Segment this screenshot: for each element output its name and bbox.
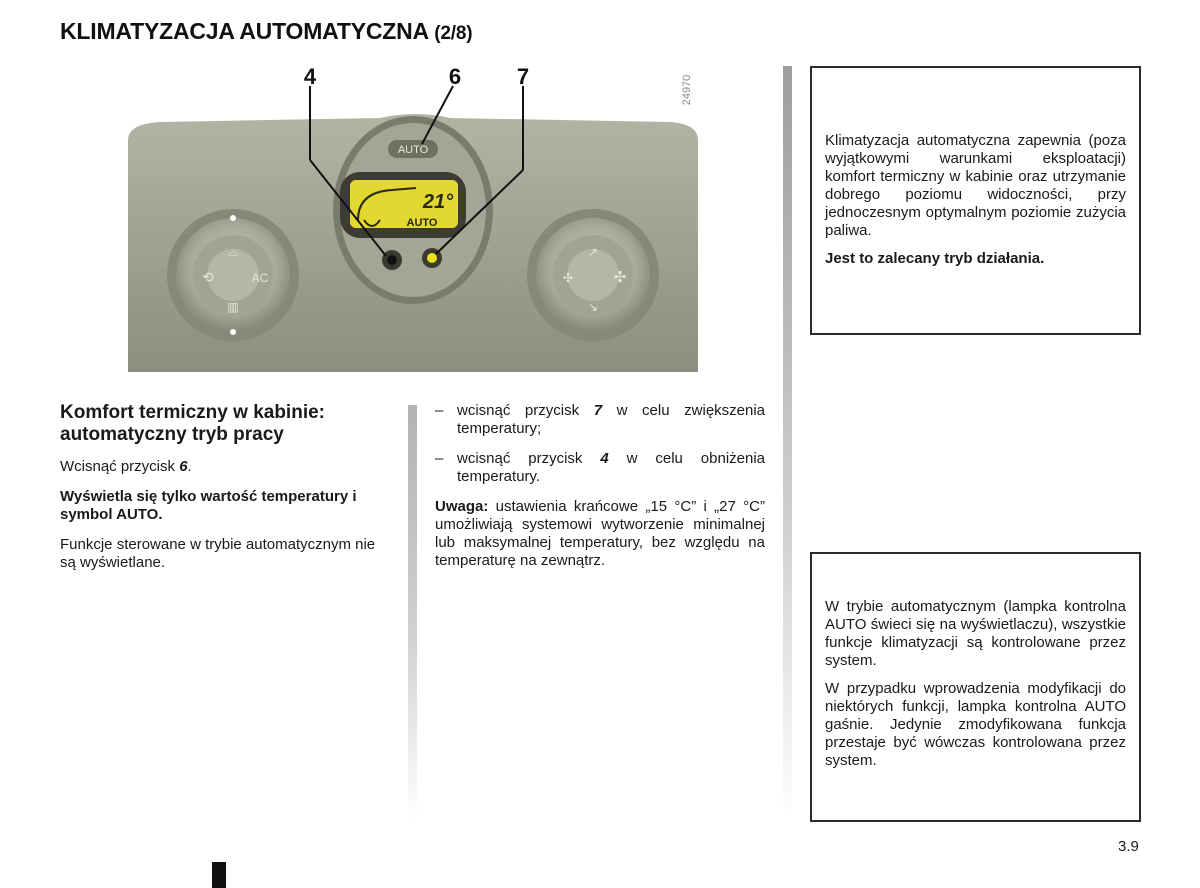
paragraph-press-button: Wcisnąć przycisk 6. xyxy=(60,458,192,475)
ac-label: AC xyxy=(251,271,269,285)
callout-6: 6 xyxy=(448,64,462,89)
info-box-auto-p2: W przypadku wprowadzenia modyfikacji do niektórych funkcji, lampka kontrolna AUTO gaśnie. Jedynie zmodyfikowana funkcja przestaje być wówczas kontrolowana przez system. xyxy=(825,680,1126,769)
sidebar-divider-bar xyxy=(783,66,792,820)
list-item: – wcisnąć przycisk 7 w celu zwiększenia temperatury; xyxy=(435,402,766,437)
list-item: – wcisnąć przycisk 4 w celu obniżenia temperatury. xyxy=(435,450,766,485)
rear-defrost-icon: ▥ xyxy=(227,300,239,314)
page-number: 3.9 xyxy=(1118,838,1139,855)
auto-button-label: AUTO xyxy=(397,144,429,156)
info-box-recommended xyxy=(810,66,1141,335)
title-part: (2/8) xyxy=(434,23,473,44)
button-ref-4: 4 xyxy=(600,450,609,467)
fan-low-icon: ✣ xyxy=(562,271,574,285)
air-lower-icon: ↘ xyxy=(587,300,599,314)
note-paragraph: Uwaga: ustawienia krańcowe „15 °C” i „27 °C” umożliwiają systemowi wytworzenie minimalnej lub maksymalnej temperatury, bez względu na temperaturę na zewnątrz. xyxy=(435,498,765,569)
callout-4: 4 xyxy=(303,64,317,89)
column-divider-bar xyxy=(408,405,417,820)
left-knob xyxy=(167,209,299,341)
left-column xyxy=(60,402,395,584)
section-heading: Komfort termiczny w kabinie: automatyczny tryb pracy xyxy=(60,402,325,445)
display-temperature: 21° xyxy=(422,191,454,213)
info-box-text: Klimatyzacja automatyczna zapewnia (poza wyjątkowymi warunkami eksploatacji) komfort termiczny w kabinie oraz utrzymanie dobrego poziomu widoczności, przy jednoczesnym optymalnym poziomie zużycia paliwa. xyxy=(825,132,1126,239)
button-ref-7: 7 xyxy=(593,402,603,419)
fan-high-icon: ✣ xyxy=(613,268,627,286)
right-knob xyxy=(527,209,659,341)
info-box-auto-p1: W trybie automatycznym (lampka kontrolna AUTO świeci się na wyświetlaczu), wszystkie funkcje klimatyzacji są kontrolowane przez system. xyxy=(825,598,1126,669)
recirculation-icon: ⟲ xyxy=(202,270,214,286)
note-label: Uwaga: xyxy=(435,498,489,515)
crop-mark xyxy=(212,862,226,888)
info-box-recommendation: Jest to zalecany tryb działania. xyxy=(825,250,1045,267)
title-text: KLIMATYZACJA AUTOMATYCZNA xyxy=(60,18,429,44)
info-box-auto-mode xyxy=(810,552,1141,822)
callout-7: 7 xyxy=(516,64,530,89)
climate-panel-figure xyxy=(120,60,710,380)
middle-column xyxy=(435,402,765,570)
air-upper-icon: ↗ xyxy=(587,245,599,259)
paragraph-functions-hidden: Funkcje sterowane w trybie automatycznym nie są wyświetlane. xyxy=(60,536,376,571)
button-ref-6: 6 xyxy=(179,458,188,475)
display-mode: AUTO xyxy=(406,217,438,229)
page-title xyxy=(60,18,472,45)
windscreen-defrost-icon: ⌓ xyxy=(228,245,238,259)
figure-ref-code: 24970 xyxy=(681,74,693,106)
paragraph-display-info: Wyświetla się tylko wartość temperatury i symbol AUTO. xyxy=(60,488,357,523)
